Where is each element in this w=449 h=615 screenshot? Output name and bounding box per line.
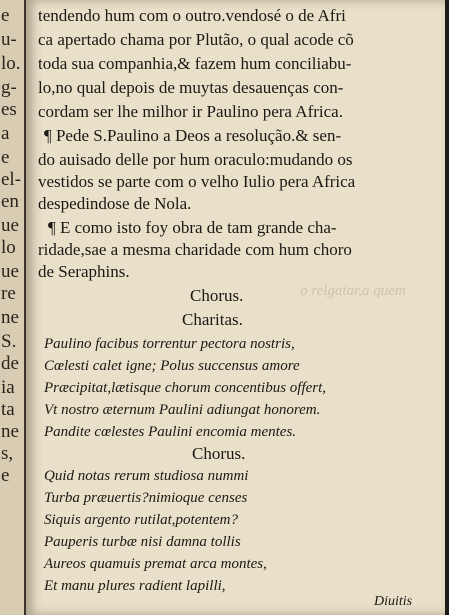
gutter-fragment: ne — [1, 307, 19, 328]
verse-line: Pandite cœlestes Paulini encomia mentes. — [44, 424, 297, 440]
verse-line: Vt nostro æternum Paulini adiungat honorem. — [44, 402, 321, 418]
text-line-9: despedindose de Nola. — [38, 194, 192, 213]
text-line-6: ¶ Pede S.Paulino a Deos a resolução.& sen- — [44, 126, 342, 145]
text-line-4: lo,no qual depois de muytas desauenças con- — [38, 78, 344, 97]
gutter-fragment: s, — [1, 443, 14, 464]
text-line-12: de Seraphins. — [38, 262, 130, 281]
verse-line: Quid notas rerum studiosa nummi — [44, 468, 249, 484]
verse-line: Præcipitat,lætisque chorum concentibus offert, — [44, 380, 327, 396]
text-line-1: tendendo hum com o outro.vendosé o de Afri — [38, 6, 346, 25]
text-line-3: toda sua companhia,& fazem hum conciliabu- — [38, 54, 352, 73]
gutter-fragment: e — [1, 5, 10, 26]
text-line-7: do auisado delle por hum oraculo:mudando os — [38, 150, 353, 169]
gutter-fragment: S. — [1, 331, 17, 352]
bleed-through: o relgatar,a quem — [300, 283, 406, 299]
gutter-fragment: e — [1, 147, 10, 168]
gutter-fragment: ia — [1, 377, 15, 398]
gutter-fragment: a — [1, 123, 10, 144]
verse-line: Aureos quamuis premat arca montes, — [44, 556, 267, 572]
gutter-fragment: e — [1, 465, 10, 486]
gutter-fragment: ue — [1, 215, 19, 236]
gutter-fragment: lo — [1, 237, 16, 258]
gutter-fragment: es — [1, 99, 17, 120]
gutter-fragment: lo. — [1, 53, 21, 74]
gutter-fragment: ta — [1, 399, 15, 420]
verse-line: Turba præuertis?nimioque censes — [44, 490, 248, 506]
text-line-11: ridade,sae a mesma charidade com hum choro — [38, 240, 352, 259]
verse-line: Paulino facibus torrentur pectora nostris, — [44, 336, 295, 352]
heading-chorus-1: Chorus. — [190, 286, 244, 305]
gutter-fragment: el- — [1, 169, 22, 190]
gutter-fragment: g- — [1, 77, 17, 98]
heading-charitas: Charitas. — [182, 310, 243, 329]
heading-chorus-2: Chorus. — [192, 444, 246, 463]
verse-line: Cœlesti calet igne; Polus succensus amore — [44, 358, 300, 374]
gutter-fragment: en — [1, 191, 19, 212]
gutter-fragment: ue — [1, 261, 19, 282]
catchword: Diuitis — [374, 594, 413, 609]
gutter-fragment: u- — [1, 29, 17, 50]
verse-line: Et manu plures radient lapilli, — [44, 578, 226, 594]
verse-line: Siquis argento rutilat,potentem? — [44, 512, 239, 528]
verse-line: Pauperis turbæ nisi damna tollis — [44, 534, 241, 550]
text-line-8: vestidos se parte com o velho Iulio pera Africa — [38, 172, 356, 191]
gutter-fragment: de — [1, 353, 19, 374]
text-line-5: cordam ser lhe milhor ir Paulino pera Africa. — [38, 102, 343, 121]
page-edge — [445, 0, 449, 615]
text-line-10: ¶ E como isto foy obra de tam grande cha- — [48, 218, 337, 237]
gutter-fragment: ne — [1, 421, 19, 442]
text-line-2: ca apertado chama por Plutão, o qual acode cõ — [38, 30, 354, 49]
gutter-fragment: re — [1, 283, 16, 304]
